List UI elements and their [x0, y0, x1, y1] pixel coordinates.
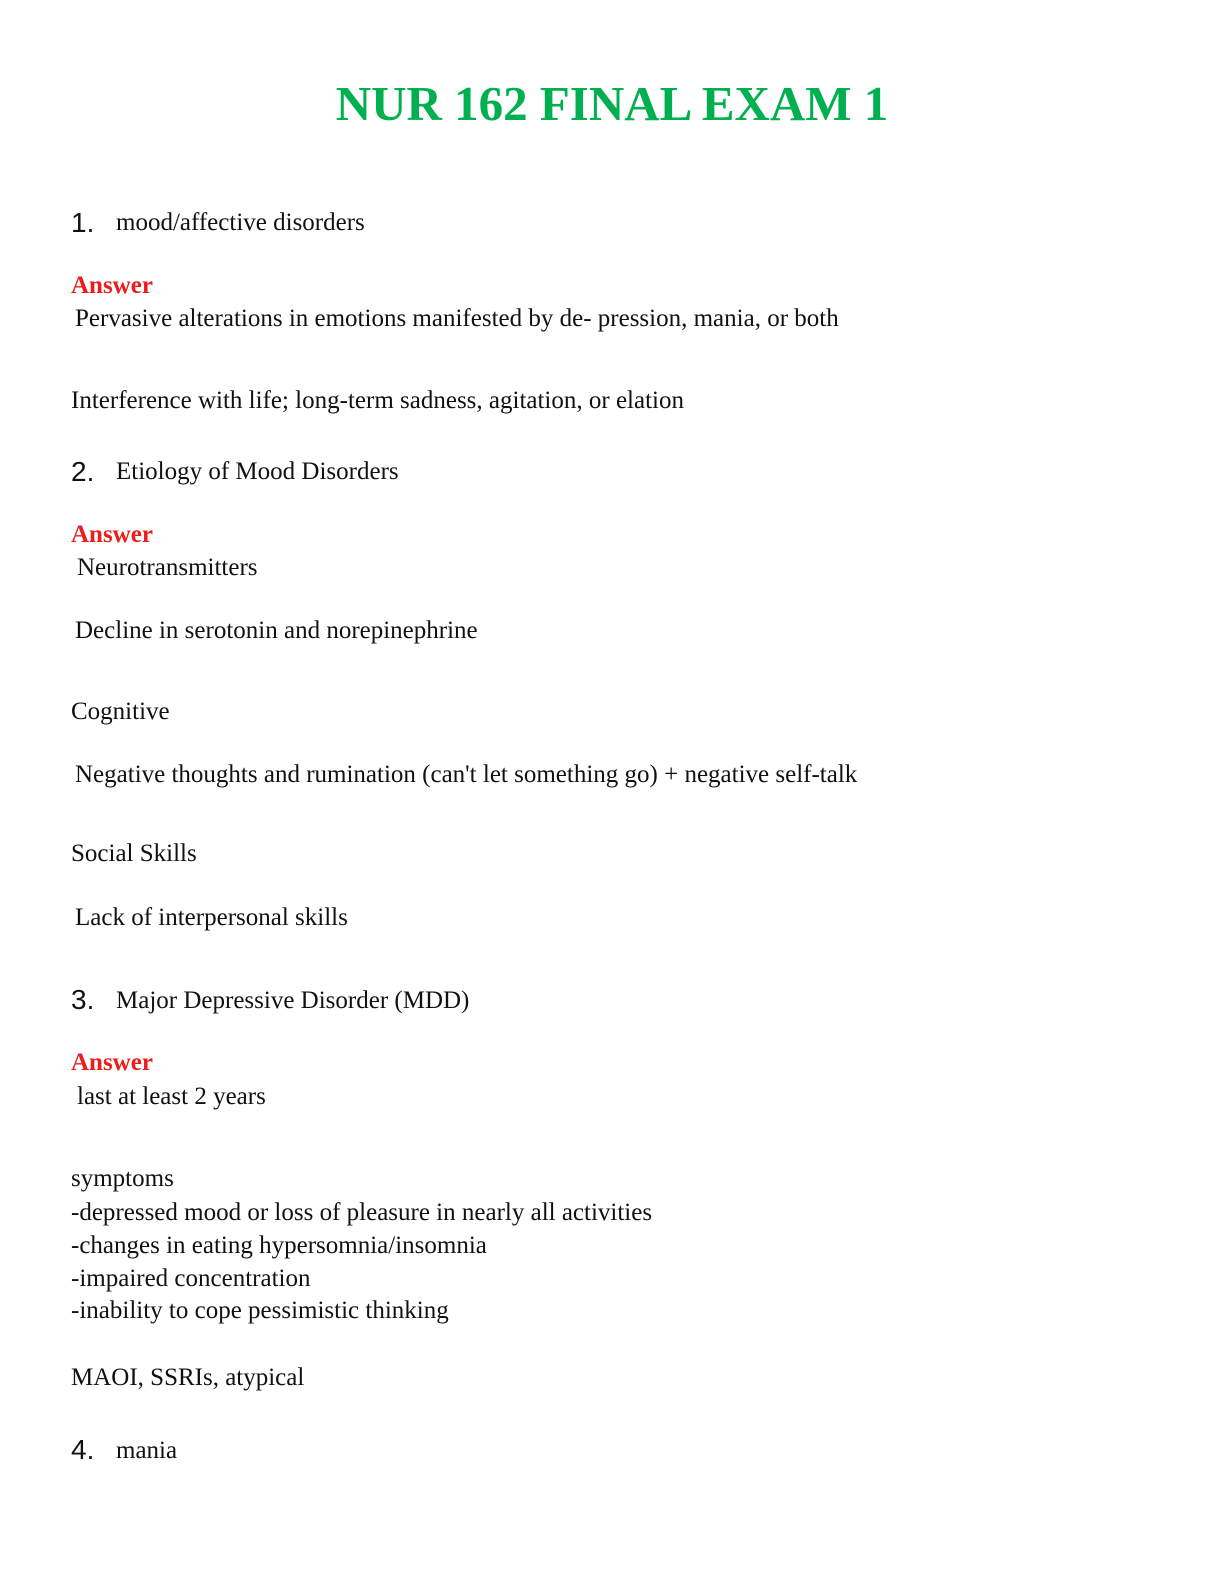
answer-line: -changes in eating hypersomnia/insomnia [71, 1232, 487, 1259]
answer-line: Cognitive [71, 698, 170, 725]
question-prompt: Major Depressive Disorder (MDD) [116, 987, 470, 1014]
answer-line: -impaired concentration [71, 1265, 311, 1292]
answer-line: Interference with life; long-term sadness, agitation, or elation [71, 387, 684, 414]
answer-line: -inability to cope pessimistic thinking [71, 1297, 449, 1324]
question-number: 1. [71, 207, 95, 238]
answer-line: Neurotransmitters [77, 554, 258, 581]
answer-line: -depressed mood or loss of pleasure in nearly all activities [71, 1199, 653, 1226]
answer-label: Answer [71, 272, 153, 299]
page-title: NUR 162 FINAL EXAM 1 [335, 76, 889, 131]
question-prompt: mood/affective disorders [116, 209, 365, 236]
answer-line: last at least 2 years [77, 1083, 266, 1110]
answer-line: symptoms [71, 1165, 174, 1192]
question-number: 3. [71, 984, 95, 1015]
question-prompt: Etiology of Mood Disorders [116, 458, 399, 485]
answer-line: Social Skills [71, 840, 197, 867]
answer-line: Decline in serotonin and norepinephrine [75, 617, 478, 644]
answer-line: Lack of interpersonal skills [75, 904, 348, 931]
answer-label: Answer [71, 521, 153, 548]
answer-line: MAOI, SSRIs, atypical [71, 1364, 305, 1391]
question-number: 2. [71, 456, 95, 487]
answer-line: Pervasive alterations in emotions manifested by de- pression, mania, or both [75, 305, 839, 332]
question-number: 4. [71, 1434, 95, 1465]
answer-label: Answer [71, 1049, 153, 1076]
answer-line: Negative thoughts and rumination (can't let something go) + negative self-talk [75, 761, 858, 788]
question-prompt: mania [116, 1437, 178, 1464]
